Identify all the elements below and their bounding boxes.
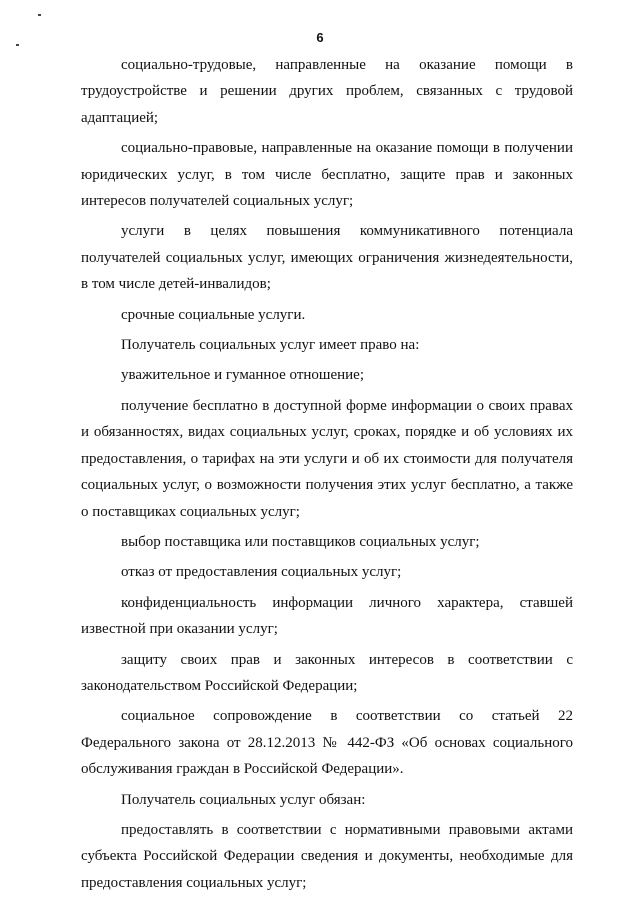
- paragraph-social-support: социальное сопровождение в соответствии со статьей 22 Федерального закона от 28.12.2013 № 442-ФЗ «Об основах социального обслуживания граждан в Российской Федерации».: [81, 708, 573, 778]
- paragraph-rights-heading: Получатель социальных услуг имеет право на:: [121, 337, 420, 354]
- page-number: 6: [316, 30, 324, 45]
- paragraph-free-information: получение бесплатно в доступной форме информации о своих правах и обязанностях, видах социальных услуг, сроках, порядке и об условиях их предоставления, о тарифах на эти услуги и об их стоимости для получателя социальных услуг, о возможности получения этих услуг бесплатно, а также о поставщиках социальных услуг;: [81, 397, 573, 520]
- paragraph-obligations-heading: Получатель социальных услуг обязан:: [121, 791, 366, 808]
- scan-mark: [38, 14, 41, 16]
- document-body: [81, 52, 573, 900]
- paragraph-social-legal: социально-правовые, направленные на оказание помощи в получении юридических услуг, в том числе бесплатно, защите прав и законных интересов получателей социальных услуг;: [81, 140, 573, 210]
- paragraph-social-labor: социально-трудовые, направленные на оказание помощи в трудоустройстве и решении других проблем, связанных с трудовой адаптацией;: [81, 57, 573, 126]
- paragraph-provider-choice: выбор поставщика или поставщиков социальных услуг;: [121, 533, 480, 550]
- paragraph-refusal: отказ от предоставления социальных услуг;: [121, 564, 402, 581]
- paragraph-communication-services: услуги в целях повышения коммуникативного потенциала получателей социальных услуг, имеющих ограничения жизнедеятельности, в том числе детей-инвалидов;: [81, 223, 573, 293]
- paragraph-urgent-services: срочные социальные услуги.: [121, 306, 306, 323]
- paragraph-provide-documents: предоставлять в соответствии с нормативными правовыми актами субъекта Российской Федерации сведения и документы, необходимые для предоставления социальных услуг;: [81, 821, 573, 891]
- paragraph-rights-protection: защиту своих прав и законных интересов в соответствии с законодательством Российской Федерации;: [81, 651, 573, 694]
- paragraph-respectful-treatment: уважительное и гуманное отношение;: [121, 367, 364, 384]
- paragraph-confidentiality: конфиденциальность информации личного характера, ставшей известной при оказании услуг;: [81, 594, 573, 638]
